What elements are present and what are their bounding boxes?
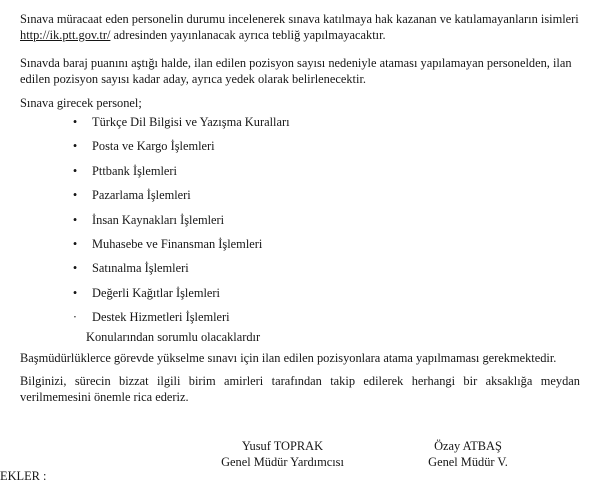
topic-label: İnsan Kaynakları İşlemleri xyxy=(92,212,225,227)
results-link[interactable]: http://ik.ptt.gov.tr/ xyxy=(20,28,111,42)
paragraph-reserve-candidates: Sınavda baraj puanını aştığı halde, ilan edilen pozisyon sayısı nedeniyle ataması yapılamayan personelden, ilan edilen pozisyon sayısı kadar aday, ayrıca yedek olarak belirlenecektir. xyxy=(20,56,572,86)
bullet-icon: • xyxy=(72,285,78,300)
list-item xyxy=(70,260,290,284)
paragraph-exam-personnel: Sınava girecek personel; xyxy=(20,96,142,110)
paragraph-responsibility: Konularından sorumlu olacaklardır xyxy=(86,330,261,344)
bullet-icon: • xyxy=(72,188,78,203)
bullet-icon: • xyxy=(72,236,78,251)
list-item xyxy=(70,138,290,162)
attachments-label: EKLER : xyxy=(0,469,47,483)
topic-label: Değerli Kağıtlar İşlemleri xyxy=(92,285,220,300)
signatory-name: Özay ATBAŞ xyxy=(434,439,502,453)
paragraph-announcement-text: Sınava müracaat eden personelin durumu incelenerek sınava katılmaya hak kazanan ve katılamayanların isimleri xyxy=(20,12,579,26)
list-item xyxy=(70,187,290,211)
bullet-icon: • xyxy=(72,139,78,154)
paragraph-announcement xyxy=(20,11,580,43)
list-item xyxy=(70,163,290,187)
paragraph-assignment-note: Başmüdürlüklerce görevde yükselme sınavı için ilan edilen pozisyonlara atama yapılmaması gerekmektedir. xyxy=(20,351,557,365)
topic-label: Satınalma İşlemleri xyxy=(92,261,189,276)
signature-block-director xyxy=(408,438,528,470)
topic-label: Destek Hizmetleri İşlemleri xyxy=(92,310,230,325)
paragraph-announcement-tail: adresinden yayınlanacak ayrıca tebliğ yapılmayacaktır. xyxy=(110,28,386,42)
list-item xyxy=(70,285,290,309)
paragraph-closing xyxy=(20,373,580,405)
signatory-name: Yusuf TOPRAK xyxy=(241,439,324,453)
exam-topics-list xyxy=(70,114,290,334)
list-item xyxy=(70,212,290,236)
signatory-title: Genel Müdür Yardımcısı xyxy=(221,455,344,469)
paragraph-closing-line-2: verilmemesini önemle rica ederiz. xyxy=(20,390,189,404)
paragraph-closing-line-1: Bilginizi, sürecin bizzat ilgili birim amirleri tarafından takip edilerek herhangi bir aksaklığa meydan xyxy=(20,374,580,388)
topic-label: Türkçe Dil Bilgisi ve Yazışma Kuralları xyxy=(92,115,290,129)
bullet-icon: • xyxy=(72,163,78,178)
bullet-icon: • xyxy=(72,115,78,129)
list-item xyxy=(70,236,290,260)
bullet-icon: • xyxy=(72,261,78,276)
bullet-icon: • xyxy=(72,212,78,227)
signature-block-deputy xyxy=(220,438,345,470)
list-item xyxy=(70,114,290,138)
topic-label: Pttbank İşlemleri xyxy=(92,163,177,178)
topic-label: Pazarlama İşlemleri xyxy=(92,188,191,203)
topic-label: Muhasebe ve Finansman İşlemleri xyxy=(92,236,263,251)
signatory-title: Genel Müdür V. xyxy=(428,455,508,469)
bullet-icon: · xyxy=(72,310,78,325)
topic-label: Posta ve Kargo İşlemleri xyxy=(92,139,215,154)
